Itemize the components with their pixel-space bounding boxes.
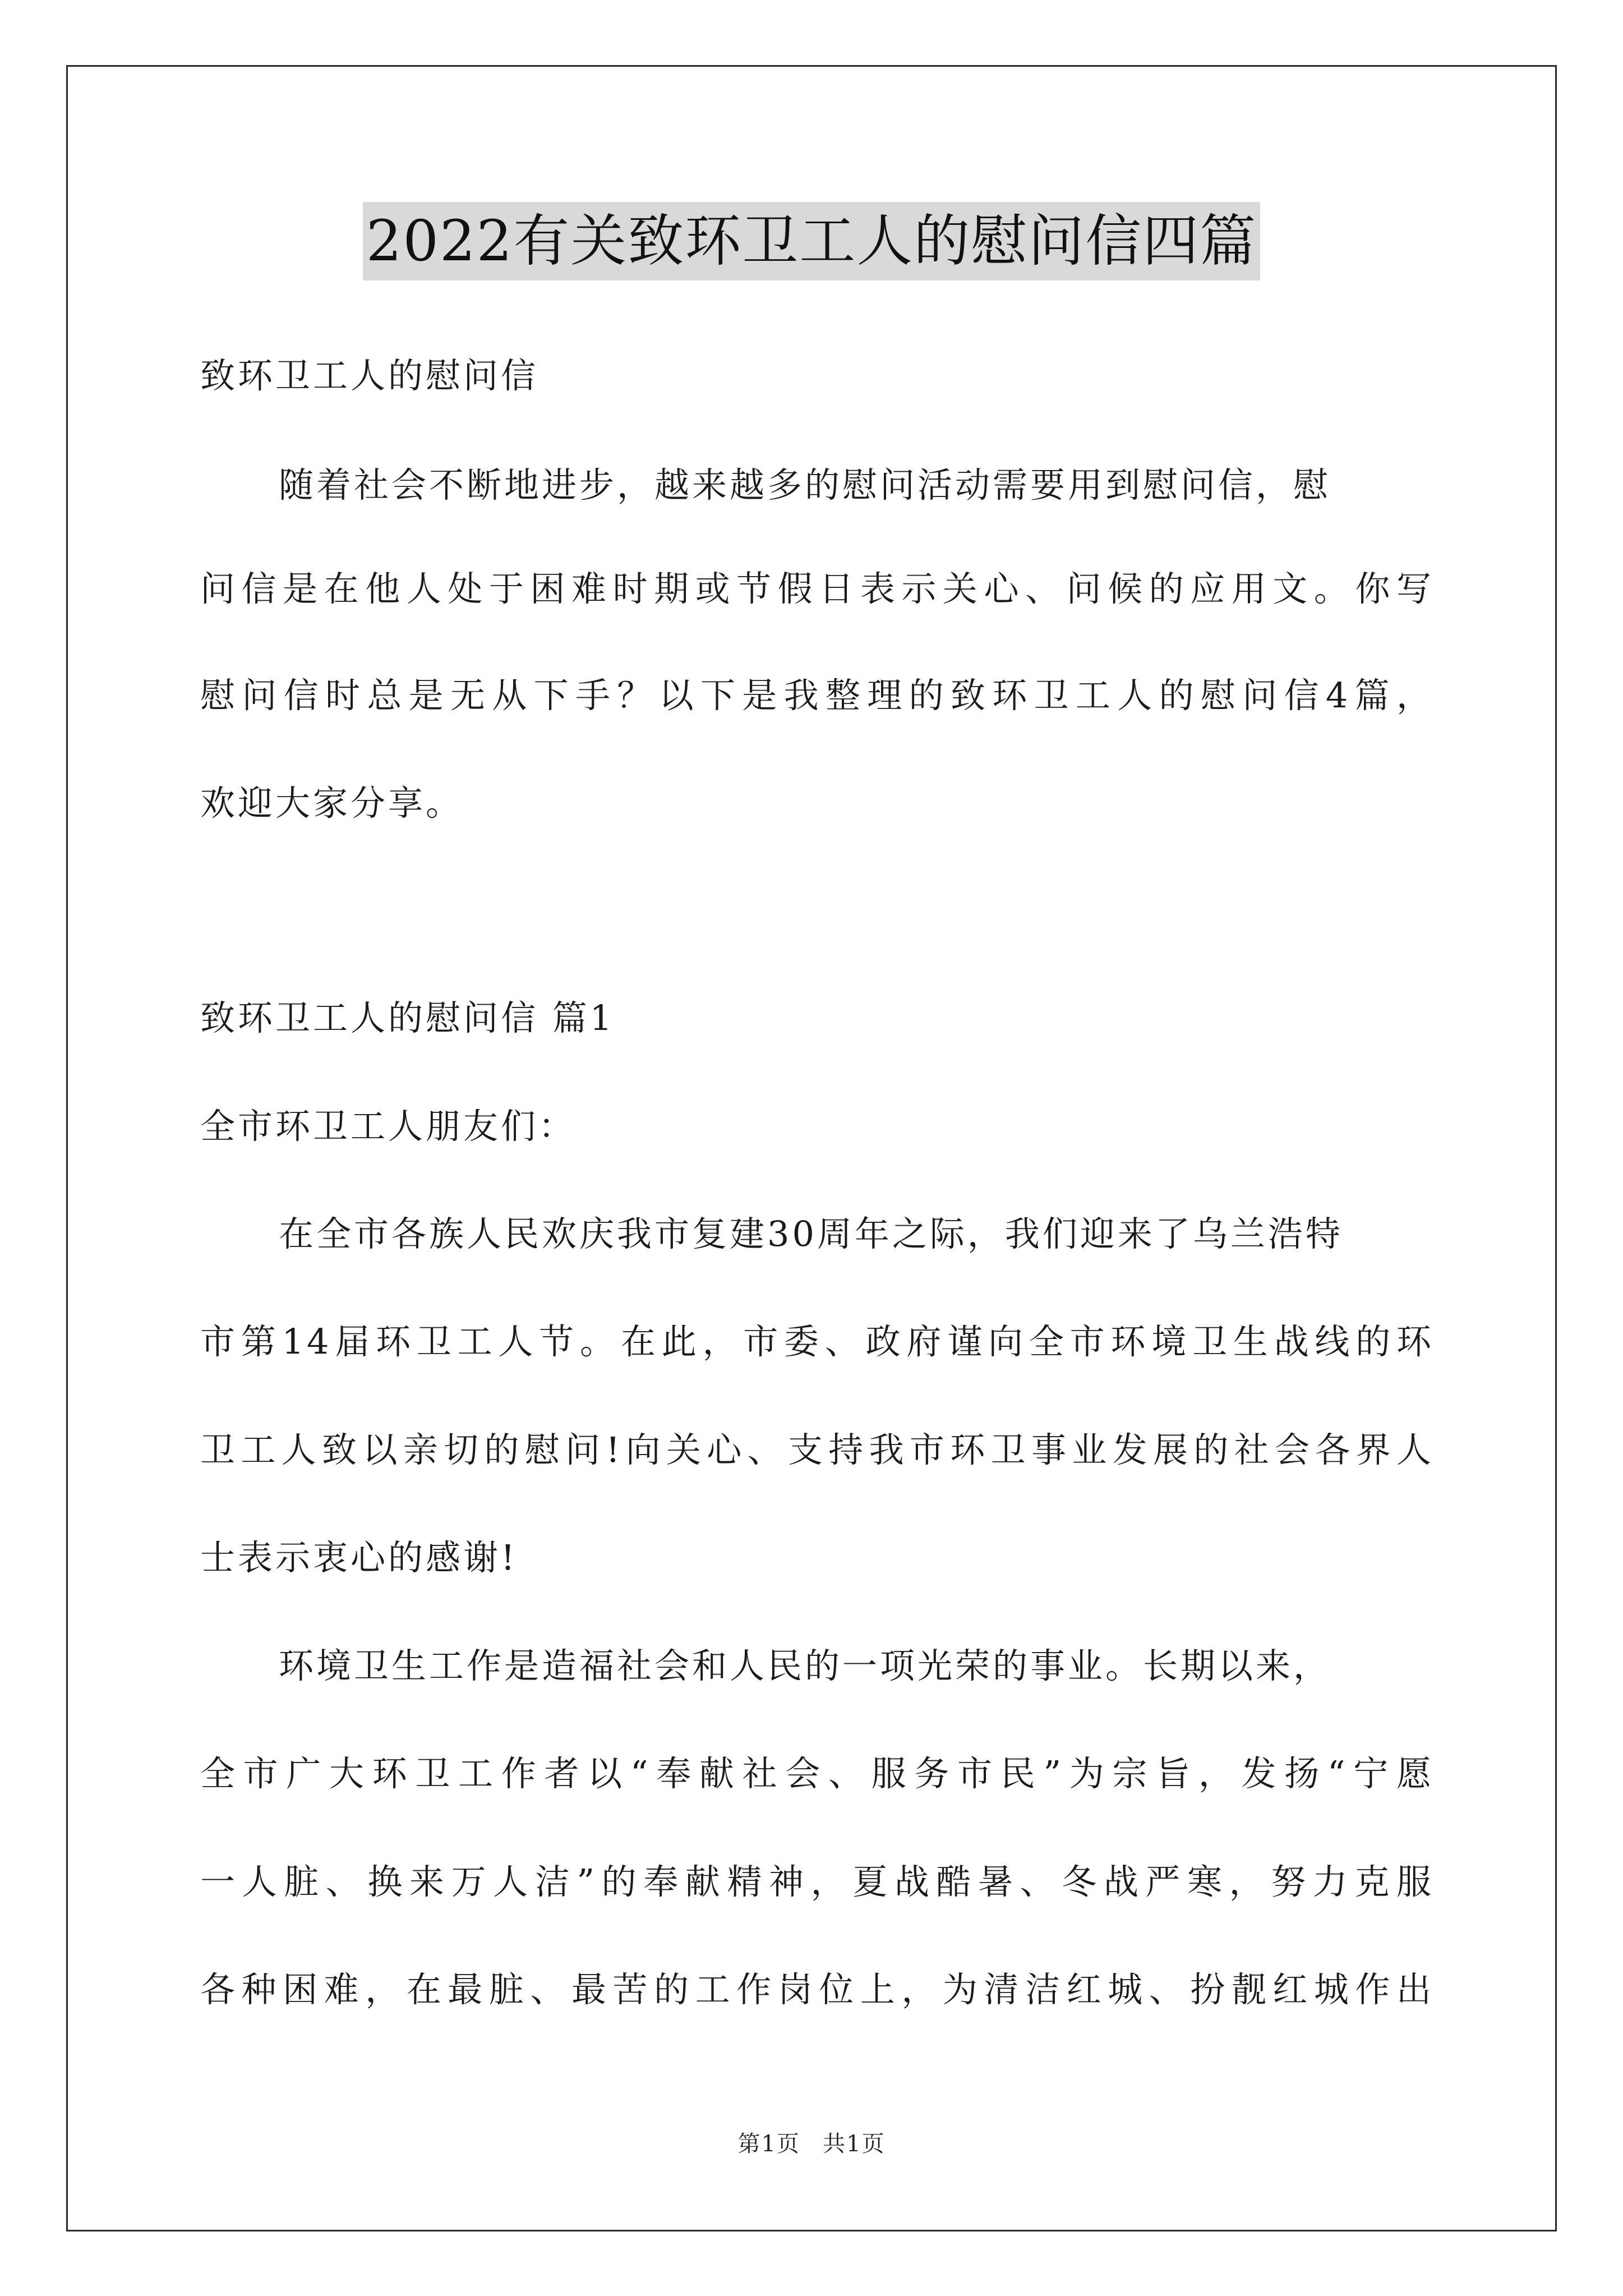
para2-line-2: 全市广大环卫工作者以“奉献社会、服务市民”为宗旨，发扬“宁愿 xyxy=(200,1753,1434,1794)
letter-heading: 致环卫工人的慰问信 篇1 xyxy=(200,997,615,1038)
para1-line-2: 市第14届环卫工人节。在此，市委、政府谨向全市环境卫生战线的环 xyxy=(200,1321,1434,1362)
para2-line-4: 各种困难，在最脏、最苦的工作岗位上，为清洁红城、扮靓红城作出 xyxy=(200,1969,1434,2010)
title-container xyxy=(0,202,1623,280)
page-footer xyxy=(0,2126,1623,2158)
intro-line-2: 问信是在他人处于困难时期或节假日表示关心、问候的应用文。你写 xyxy=(200,568,1434,609)
section-heading: 致环卫工人的慰问信 xyxy=(200,355,539,396)
page-number: 第1页 xyxy=(737,2131,800,2157)
para1-line-3: 卫工人致以亲切的慰问!向关心、支持我市环卫事业发展的社会各界人 xyxy=(200,1429,1434,1470)
para1-line-4: 士表示衷心的感谢! xyxy=(200,1537,518,1578)
page-total: 共1页 xyxy=(823,2131,886,2157)
intro-line-3: 慰问信时总是无从下手？以下是我整理的致环卫工人的慰问信4篇， xyxy=(200,675,1434,716)
salutation: 全市环卫工人朋友们： xyxy=(200,1106,577,1147)
para2-line-1: 环境卫生工作是造福社会和人民的一项光荣的事业。长期以来， xyxy=(279,1645,1331,1686)
intro-line-4: 欢迎大家分享。 xyxy=(200,783,464,823)
document-title: 2022有关致环卫工人的慰问信四篇 xyxy=(363,202,1261,280)
intro-line-1: 随着社会不断地进步，越来越多的慰问活动需要用到慰问信，慰 xyxy=(279,464,1331,505)
para2-line-3: 一人脏、换来万人洁”的奉献精神，夏战酷暑、冬战严寒，努力克服 xyxy=(200,1861,1434,1902)
para1-line-1: 在全市各族人民欢庆我市复建30周年之际，我们迎来了乌兰浩特 xyxy=(279,1213,1343,1254)
